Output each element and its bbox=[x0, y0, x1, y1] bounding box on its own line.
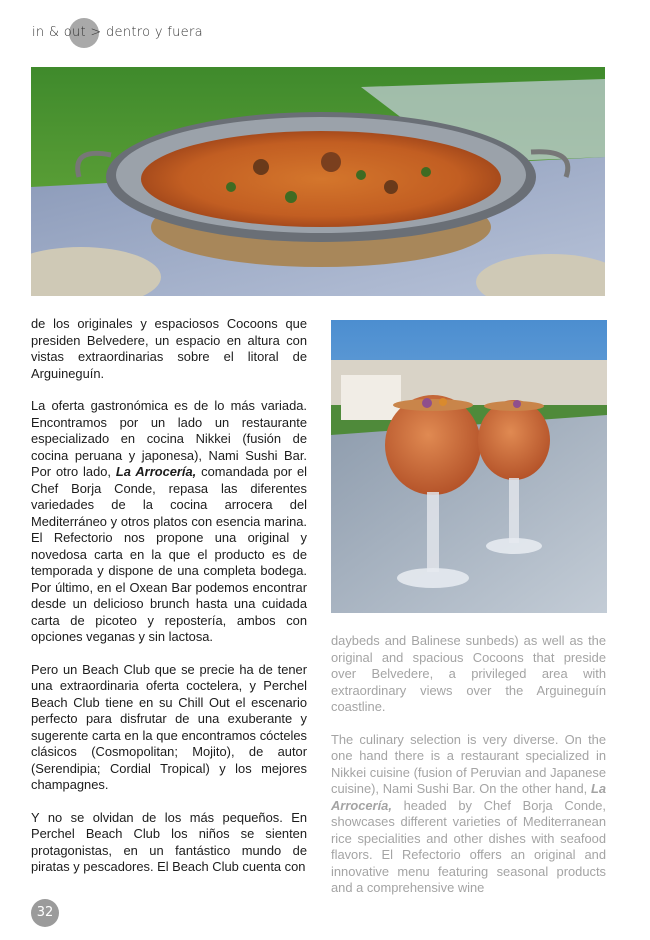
spanish-text-column bbox=[31, 316, 307, 892]
cocktails-photo bbox=[331, 320, 607, 613]
paragraph: Y no se olvidan de los más pequeños. En Perchel Beach Club los niños se sienten protagonistas, en un fantástico mundo de piratas y pescadores. El Beach Club cuenta con bbox=[31, 809, 307, 874]
paragraph: de los originales y espaciosos Cocoons que presiden Belvedere, un espacio en altura con vistas extraordinarias sobre el litoral de Arguineguín. bbox=[31, 316, 307, 381]
paragraph: Pero un Beach Club que se precie ha de tener una extraordinaria oferta coctelera, y Perchel Beach Club tiene en su Chill Out el escenario perfecto para disfrutar de una exuberante y sugerente carta en la que encontramos cócteles clásicos (Cosmopolitan; Mojito), de autor (Serendipia; Cordial Tropical) y los mejores champagnes. bbox=[31, 661, 307, 792]
paragraph: The culinary selection is very diverse. On the one hand there is a restaurant specialized in Nikkei cuisine (fusion of Peruvian and Japanese cuisine), Nami Sushi Bar. On the other hand, La Arrocería, headed by Chef Borja Conde, showcases different varieties of Mediterranean rice specialities and other dishes with seafood flavors. El Refectorio offers an original and innovative menu featuring seasonal products and a comprehensive wine bbox=[331, 731, 606, 895]
english-text-column bbox=[331, 633, 606, 913]
section-header bbox=[32, 24, 203, 48]
page-number: 32 bbox=[31, 899, 59, 927]
restaurant-name: La Arrocería, bbox=[331, 781, 606, 813]
paragraph: daybeds and Balinese sunbeds) as well as the original and spacious Cocoons that preside over Belvedere, a privileged area with extraordinary views over the Arguineguín coastline. bbox=[331, 633, 606, 714]
restaurant-name: La Arrocería, bbox=[115, 464, 197, 479]
section-title: in & out > dentro y fuera bbox=[32, 25, 203, 40]
paella-photo bbox=[31, 67, 605, 296]
paragraph: La oferta gastronómica es de lo más variada. Encontramos por un lado un restaurante especializado en cocina Nikkei (fusión de cocina peruana y japonesa), Nami Sushi Bar. Por otro lado, La Arrocería, comandada por el Chef Borja Conde, repasa las diferentes variedades de la cocina arrocera del Mediterráneo y otros platos con esencia marina. El Refectorio nos propone una original y novedosa carta en la que el producto es de temporada y dispone de una completa bodega. Por último, en el Oxean Bar podemos encontrar desde un delicioso brunch hasta una cuidada carta de picoteo y repostería, ambos con opciones veganas y sin lactosa. bbox=[31, 398, 307, 644]
